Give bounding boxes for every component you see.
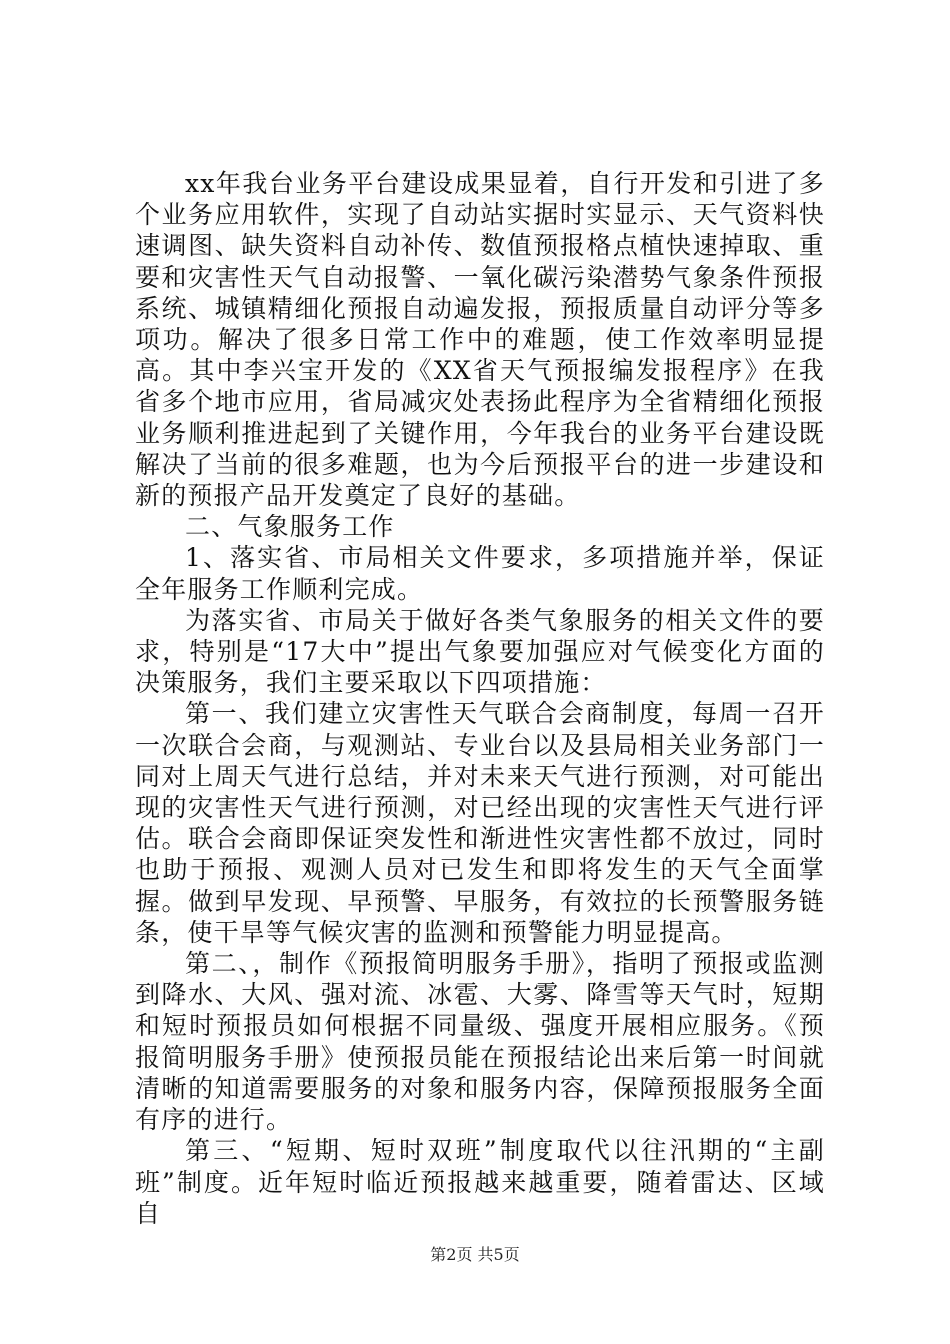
paragraph-platform-achievements: xx年我台业务平台建设成果显着，自行开发和引进了多个业务应用软件，实现了自动站实据时实显示、天气资料快速调图、缺失资料自动补传、数值预报格点植快速掉取、重要和灾害性天气自动报警、一氧化碳污染潜势气象条件预报系统、城镇精细化预报自动遍发报，预报质量自动评分等多项功。解决了很多日常工作中的难题，使工作效率明显提高。其中李兴宝开发的《XX省天气预报编发报程序》在我省多个地市应用，省局减灾处表扬此程序为全省精细化预报业务顺利推进起到了关键作用，今年我台的业务平台建设既解决了当前的很多难题，也为今后预报平台的进一步建设和新的预报产品开发奠定了良好的基础。 <box>135 169 825 511</box>
paragraph-measure-two: 第二、，制作《预报简明服务手册》，指明了预报或监测到降水、大风、强对流、冰雹、大雾、降雪等天气时，短期和短时预报员如何根据不同量级、强度开展相应服务。《预报简明服务手册》使预报员能在预报结论出来后第一时间就清晰的知道需要服务的对象和服务内容，保障预报服务全面有序的进行。 <box>135 949 825 1135</box>
page-number-footer: 第2页 共5页 <box>430 1245 520 1264</box>
paragraph-measure-three: 第三、“短期、短时双班”制度取代以往汛期的“主副班”制度。近年短时临近预报越来越重要，随着雷达、区域自 <box>135 1136 825 1228</box>
document-body <box>135 168 825 1229</box>
section-heading-weather-service: 二、气象服务工作 <box>185 512 395 542</box>
subsection-heading-implement-requirements: 1、落实省、市局相关文件要求，多项措施并举，保证全年服务工作顺利完成。 <box>135 543 825 604</box>
paragraph-measure-one: 第一、我们建立灾害性天气联合会商制度，每周一召开一次联合会商，与观测站、专业台以及县局相关业务部门一同对上周天气进行总结，并对未来天气进行预测，对可能出现的灾害性天气进行预测，对已经出现的灾害性天气进行评估。联合会商即保证突发性和渐进性灾害性都不放过，同时也助于预报、观测人员对已发生和即将发生的天气全面掌握。做到早发现、早预警、早服务，有效拉的长预警服务链条，使干旱等气候灾害的监测和预警能力明显提高。 <box>135 699 825 947</box>
paragraph-four-measures-intro: 为落实省、市局关于做好各类气象服务的相关文件的要求，特别是“17大中”提出气象要加强应对气候变化方面的决策服务，我们主要采取以下四项措施： <box>135 605 825 698</box>
